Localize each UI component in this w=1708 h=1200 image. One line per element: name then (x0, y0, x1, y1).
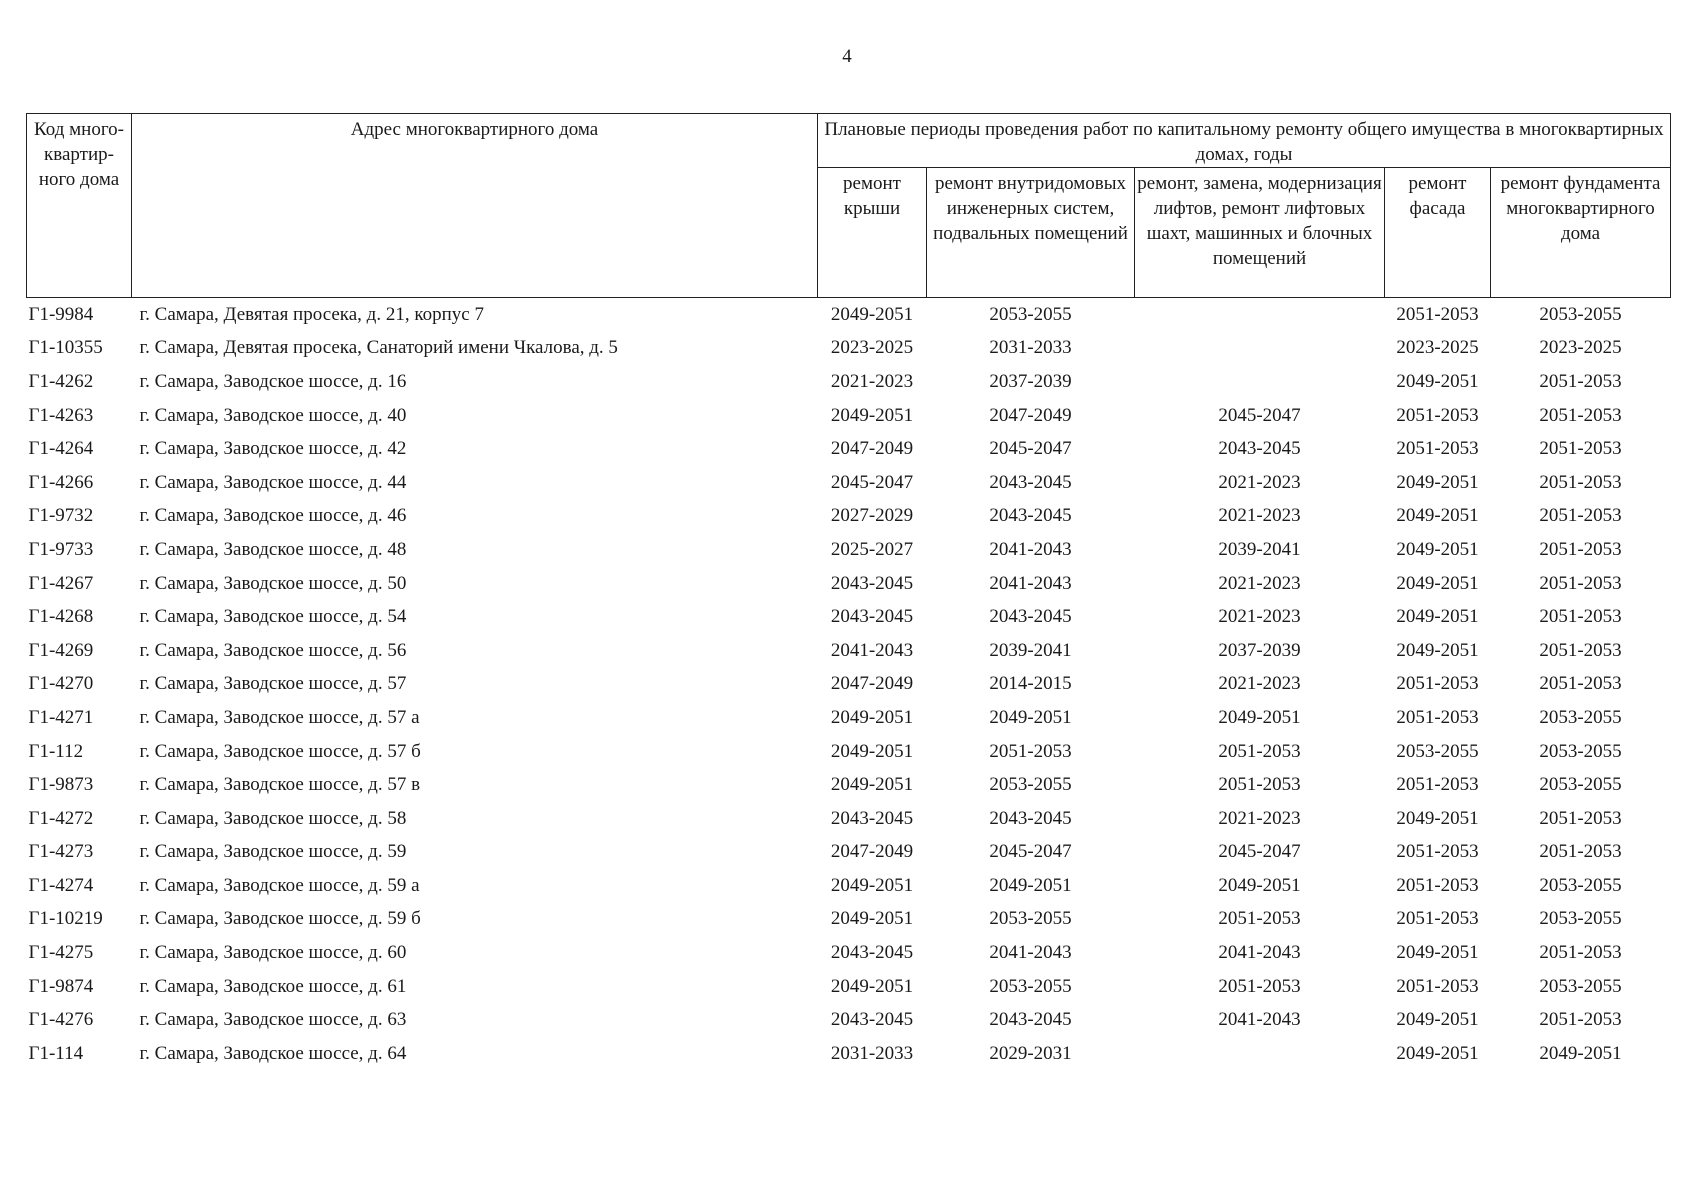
lifts-period-cell (1135, 298, 1385, 332)
foundation-period-cell: 2049-2051 (1539, 1042, 1622, 1064)
facade-period-cell: 2051-2053 (1396, 438, 1479, 460)
address-cell: г. Самара, Заводское шоссе, д. 60 (139, 942, 407, 964)
systems-period-cell: 2031-2033 (989, 337, 1072, 359)
address-cell: г. Самара, Заводское шоссе, д. 57 а (139, 706, 420, 728)
roof-period-cell: 2047-2049 (830, 673, 914, 695)
table-row (27, 768, 1671, 802)
foundation-period-cell: 2053-2055 (1539, 774, 1622, 796)
roof-period-cell: 2043-2045 (830, 1009, 914, 1031)
table-row (27, 970, 1671, 1004)
table-row (27, 668, 1671, 702)
roof-period-cell: 2021-2023 (830, 370, 914, 392)
lifts-period-cell: 2051-2053 (1218, 975, 1301, 997)
facade-period-cell: 2049-2051 (1396, 639, 1479, 661)
column-header-facade: ремонт фасада (1385, 168, 1491, 298)
lifts-period-cell: 2051-2053 (1218, 774, 1301, 796)
table-row (27, 600, 1671, 634)
address-cell: г. Самара, Заводское шоссе, д. 57 (139, 673, 407, 695)
facade-period-cell: 2051-2053 (1396, 841, 1479, 863)
systems-period-cell: 2043-2045 (989, 1009, 1072, 1031)
roof-period-cell: 2025-2027 (830, 538, 914, 560)
address-cell: г. Самара, Заводское шоссе, д. 57 в (139, 774, 421, 796)
table-row (27, 432, 1671, 466)
systems-period-cell: 2051-2053 (989, 740, 1072, 762)
house-code-cell: Г1-4266 (28, 471, 94, 493)
address-cell: г. Самара, Заводское шоссе, д. 54 (139, 606, 407, 628)
roof-period-cell: 2049-2051 (830, 740, 914, 762)
foundation-period-cell: 2051-2053 (1539, 370, 1622, 392)
foundation-period-cell: 2023-2025 (1539, 337, 1622, 359)
systems-period-cell: 2049-2051 (989, 874, 1072, 896)
systems-period-cell: 2053-2055 (989, 908, 1072, 930)
table-row (27, 1037, 1671, 1071)
lifts-period-cell: 2049-2051 (1218, 874, 1301, 896)
house-code-cell: Г1-10355 (28, 337, 103, 359)
systems-period-cell: 2049-2051 (989, 706, 1072, 728)
roof-period-cell: 2049-2051 (830, 774, 914, 796)
address-cell: г. Самара, Заводское шоссе, д. 40 (139, 404, 407, 426)
facade-period-cell: 2049-2051 (1396, 538, 1479, 560)
house-code-cell: Г1-10219 (28, 908, 103, 930)
table-row (27, 701, 1671, 735)
foundation-period-cell: 2051-2053 (1539, 841, 1622, 863)
house-code-cell: Г1-4271 (28, 706, 94, 728)
facade-period-cell: 2023-2025 (1396, 337, 1479, 359)
house-code-cell: Г1-9733 (28, 538, 94, 560)
foundation-period-cell: 2051-2053 (1539, 404, 1622, 426)
house-code-cell: Г1-4262 (28, 370, 94, 392)
address-cell: г. Самара, Заводское шоссе, д. 59 б (139, 908, 421, 930)
address-cell: г. Самара, Заводское шоссе, д. 56 (139, 639, 407, 661)
house-code-cell: Г1-9984 (28, 303, 94, 325)
lifts-period-cell: 2021-2023 (1218, 807, 1301, 829)
house-code-cell: Г1-4274 (28, 874, 94, 896)
lifts-period-cell: 2021-2023 (1218, 606, 1301, 628)
table-row (27, 332, 1671, 366)
lifts-period-cell: 2021-2023 (1218, 471, 1301, 493)
facade-period-cell: 2051-2053 (1396, 673, 1479, 695)
lifts-period-cell: 2051-2053 (1218, 908, 1301, 930)
table-row (27, 1003, 1671, 1037)
foundation-period-cell: 2051-2053 (1539, 572, 1622, 594)
house-code-cell: Г1-9732 (28, 505, 94, 527)
facade-period-cell: 2049-2051 (1396, 1042, 1479, 1064)
roof-period-cell: 2043-2045 (830, 606, 914, 628)
facade-period-cell: 2051-2053 (1396, 908, 1479, 930)
foundation-period-cell: 2053-2055 (1539, 303, 1622, 325)
facade-period-cell: 2049-2051 (1396, 572, 1479, 594)
foundation-period-cell: 2051-2053 (1539, 606, 1622, 628)
address-cell: г. Самара, Девятая просека, Санаторий имени Чкалова, д. 5 (139, 337, 618, 359)
column-header-address: Адрес многоквартирного дома (132, 114, 818, 298)
lifts-period-cell: 2045-2047 (1218, 841, 1301, 863)
house-code-cell: Г1-4268 (28, 606, 94, 628)
systems-period-cell: 2029-2031 (989, 1042, 1072, 1064)
page-number: 4 (842, 46, 852, 67)
roof-period-cell: 2049-2051 (830, 404, 914, 426)
systems-period-cell: 2053-2055 (989, 774, 1072, 796)
table-body (27, 298, 1671, 1071)
roof-period-cell: 2031-2033 (830, 1042, 914, 1064)
house-code-cell: Г1-112 (28, 740, 84, 762)
systems-period-cell: 2043-2045 (989, 807, 1072, 829)
lifts-period-cell: 2041-2043 (1218, 942, 1301, 964)
lifts-period-cell: 2045-2047 (1218, 404, 1301, 426)
address-cell: г. Самара, Заводское шоссе, д. 64 (139, 1042, 407, 1064)
column-header-foundation: ремонт фундамента многоквартирного дома (1491, 168, 1671, 298)
lifts-period-cell: 2021-2023 (1218, 673, 1301, 695)
systems-period-cell: 2037-2039 (989, 370, 1072, 392)
address-cell: г. Самара, Заводское шоссе, д. 44 (139, 471, 407, 493)
foundation-period-cell: 2051-2053 (1539, 471, 1622, 493)
lifts-period-cell (1135, 332, 1385, 366)
lifts-period-cell: 2021-2023 (1218, 505, 1301, 527)
table-row (27, 836, 1671, 870)
lifts-period-cell (1135, 1037, 1385, 1071)
address-cell: г. Самара, Заводское шоссе, д. 57 б (139, 740, 421, 762)
foundation-period-cell: 2053-2055 (1539, 874, 1622, 896)
roof-period-cell: 2049-2051 (830, 874, 914, 896)
column-header-lifts: ремонт, замена, модернизация лифтов, ремонт лифтовых шахт, машинных и блочных помещений (1135, 168, 1385, 298)
roof-period-cell: 2049-2051 (830, 303, 914, 325)
lifts-period-cell: 2041-2043 (1218, 1009, 1301, 1031)
facade-period-cell: 2051-2053 (1396, 874, 1479, 896)
lifts-period-cell: 2021-2023 (1218, 572, 1301, 594)
roof-period-cell: 2047-2049 (830, 438, 914, 460)
foundation-period-cell: 2051-2053 (1539, 505, 1622, 527)
roof-period-cell: 2043-2045 (830, 572, 914, 594)
address-cell: г. Самара, Заводское шоссе, д. 42 (139, 438, 407, 460)
roof-period-cell: 2049-2051 (830, 908, 914, 930)
foundation-period-cell: 2051-2053 (1539, 673, 1622, 695)
house-code-cell: Г1-4263 (28, 404, 94, 426)
systems-period-cell: 2014-2015 (989, 673, 1072, 695)
table-row (27, 567, 1671, 601)
systems-period-cell: 2041-2043 (989, 572, 1072, 594)
systems-period-cell: 2053-2055 (989, 303, 1072, 325)
facade-period-cell: 2049-2051 (1396, 471, 1479, 493)
address-cell: г. Самара, Девятая просека, д. 21, корпус 7 (139, 303, 484, 325)
facade-period-cell: 2051-2053 (1396, 303, 1479, 325)
systems-period-cell: 2043-2045 (989, 471, 1072, 493)
table-row (27, 936, 1671, 970)
house-code-cell: Г1-4273 (28, 841, 94, 863)
table-row (27, 869, 1671, 903)
table-row (27, 399, 1671, 433)
house-code-cell: Г1-114 (28, 1042, 84, 1064)
systems-period-cell: 2043-2045 (989, 606, 1072, 628)
facade-period-cell: 2049-2051 (1396, 505, 1479, 527)
systems-period-cell: 2041-2043 (989, 538, 1072, 560)
roof-period-cell: 2027-2029 (830, 505, 914, 527)
roof-period-cell: 2041-2043 (830, 639, 914, 661)
lifts-period-cell: 2043-2045 (1218, 438, 1301, 460)
facade-period-cell: 2049-2051 (1396, 1009, 1479, 1031)
facade-period-cell: 2051-2053 (1396, 706, 1479, 728)
lifts-period-cell: 2051-2053 (1218, 740, 1301, 762)
foundation-period-cell: 2051-2053 (1539, 538, 1622, 560)
facade-period-cell: 2049-2051 (1396, 942, 1479, 964)
house-code-cell: Г1-9874 (28, 975, 94, 997)
facade-period-cell: 2051-2053 (1396, 404, 1479, 426)
address-cell: г. Самара, Заводское шоссе, д. 50 (139, 572, 407, 594)
roof-period-cell: 2043-2045 (830, 807, 914, 829)
facade-period-cell: 2053-2055 (1396, 740, 1479, 762)
house-code-cell: Г1-9873 (28, 774, 94, 796)
table-row (27, 500, 1671, 534)
foundation-period-cell: 2051-2053 (1539, 1009, 1622, 1031)
table-header-row (27, 114, 1671, 168)
systems-period-cell: 2045-2047 (989, 841, 1072, 863)
address-cell: г. Самара, Заводское шоссе, д. 63 (139, 1009, 407, 1031)
table-row (27, 298, 1671, 332)
table-row (27, 634, 1671, 668)
table-row (27, 365, 1671, 399)
address-cell: г. Самара, Заводское шоссе, д. 16 (139, 370, 407, 392)
foundation-period-cell: 2051-2053 (1539, 438, 1622, 460)
roof-period-cell: 2049-2051 (830, 706, 914, 728)
lifts-period-cell: 2049-2051 (1218, 706, 1301, 728)
column-header-planned-periods: Плановые периоды проведения работ по капитальному ремонту общего имущества в многоквартирных домах, годы (818, 114, 1671, 168)
systems-period-cell: 2053-2055 (989, 975, 1072, 997)
column-header-roof: ремонт крыши (818, 168, 927, 298)
column-header-engineering-systems: ремонт внутридомовых инженерных систем, подвальных помещений (927, 168, 1135, 298)
foundation-period-cell: 2053-2055 (1539, 740, 1622, 762)
house-code-cell: Г1-4270 (28, 673, 94, 695)
house-code-cell: Г1-4269 (28, 639, 94, 661)
systems-period-cell: 2041-2043 (989, 942, 1072, 964)
systems-period-cell: 2043-2045 (989, 505, 1072, 527)
systems-period-cell: 2045-2047 (989, 438, 1072, 460)
foundation-period-cell: 2051-2053 (1539, 807, 1622, 829)
systems-period-cell: 2047-2049 (989, 404, 1072, 426)
lifts-period-cell: 2039-2041 (1218, 538, 1301, 560)
roof-period-cell: 2047-2049 (830, 841, 914, 863)
address-cell: г. Самара, Заводское шоссе, д. 61 (139, 975, 407, 997)
systems-period-cell: 2039-2041 (989, 639, 1072, 661)
address-cell: г. Самара, Заводское шоссе, д. 58 (139, 807, 407, 829)
house-code-cell: Г1-4267 (28, 572, 94, 594)
house-code-cell: Г1-4264 (28, 438, 94, 460)
capital-repair-table (26, 113, 1671, 1071)
lifts-period-cell (1135, 365, 1385, 399)
facade-period-cell: 2049-2051 (1396, 807, 1479, 829)
house-code-cell: Г1-4276 (28, 1009, 94, 1031)
foundation-period-cell: 2053-2055 (1539, 975, 1622, 997)
address-cell: г. Самара, Заводское шоссе, д. 59 а (139, 874, 420, 896)
facade-period-cell: 2051-2053 (1396, 975, 1479, 997)
foundation-period-cell: 2053-2055 (1539, 706, 1622, 728)
address-cell: г. Самара, Заводское шоссе, д. 46 (139, 505, 407, 527)
address-cell: г. Самара, Заводское шоссе, д. 59 (139, 841, 407, 863)
facade-period-cell: 2049-2051 (1396, 370, 1479, 392)
facade-period-cell: 2049-2051 (1396, 606, 1479, 628)
roof-period-cell: 2043-2045 (830, 942, 914, 964)
column-header-code: Код много-квартир-ного дома (27, 114, 132, 298)
foundation-period-cell: 2051-2053 (1539, 639, 1622, 661)
foundation-period-cell: 2053-2055 (1539, 908, 1622, 930)
roof-period-cell: 2023-2025 (830, 337, 914, 359)
facade-period-cell: 2051-2053 (1396, 774, 1479, 796)
house-code-cell: Г1-4275 (28, 942, 94, 964)
lifts-period-cell: 2037-2039 (1218, 639, 1301, 661)
roof-period-cell: 2045-2047 (830, 471, 914, 493)
table-row (27, 802, 1671, 836)
table-row (27, 735, 1671, 769)
roof-period-cell: 2049-2051 (830, 975, 914, 997)
address-cell: г. Самара, Заводское шоссе, д. 48 (139, 538, 407, 560)
table-row (27, 466, 1671, 500)
table-row (27, 533, 1671, 567)
table-row (27, 903, 1671, 937)
foundation-period-cell: 2051-2053 (1539, 942, 1622, 964)
house-code-cell: Г1-4272 (28, 807, 94, 829)
